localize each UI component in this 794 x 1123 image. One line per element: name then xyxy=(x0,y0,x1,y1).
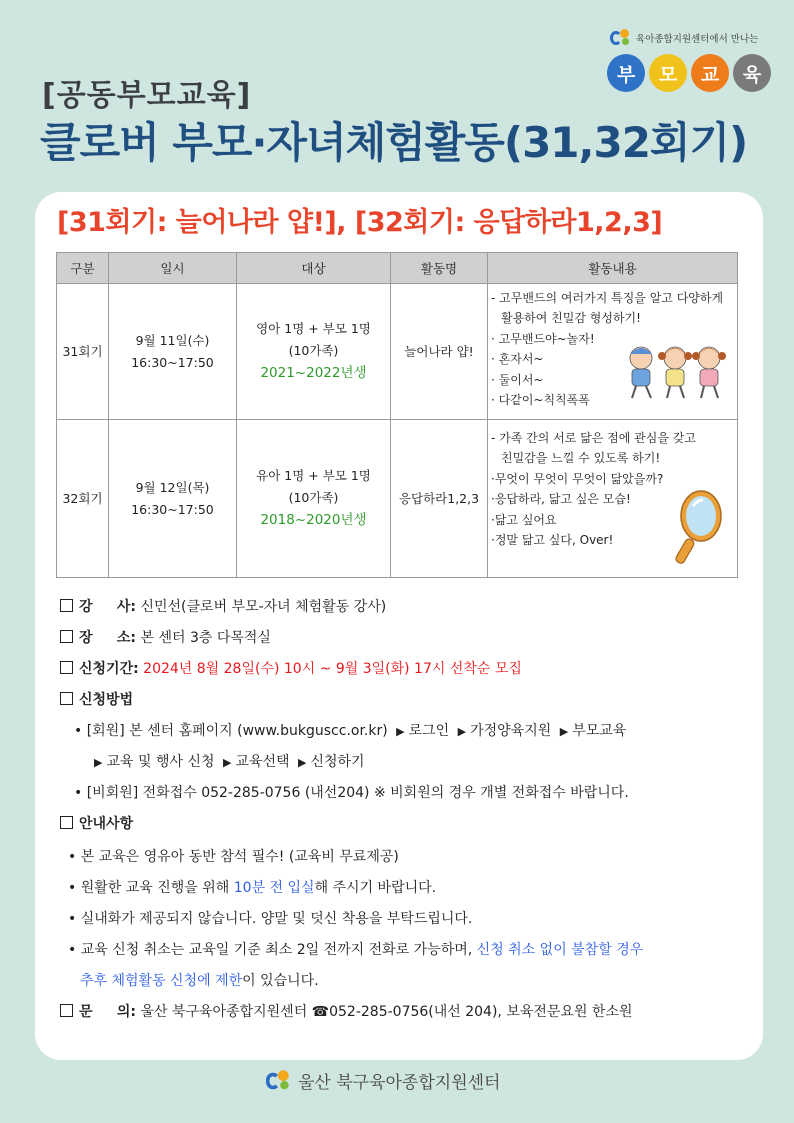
contact-value: 울산 북구육아종합지원센터 ☎052-285-0756(내선 204), 보육전문요원 한소원 xyxy=(140,1004,633,1020)
instructor-label: 강 사: xyxy=(79,599,137,615)
checkbox-icon xyxy=(60,692,73,705)
member-method-steps xyxy=(90,751,365,771)
period-row xyxy=(60,658,522,678)
checkbox-icon xyxy=(60,816,73,829)
place-label: 장 소: xyxy=(79,630,137,646)
contact-label: 문 의: xyxy=(79,1004,137,1020)
page-title: 클로버 부모·자녀체험활동(31,32회기) xyxy=(40,118,748,167)
period-value: 2024년 8월 28일(수) 10시 ~ 9월 3일(화) 17시 선착순 모집 xyxy=(143,661,522,677)
arrow-right-icon: ▶ xyxy=(457,725,467,738)
content-line: 친밀감을 느낄 수 있도록 하기! xyxy=(501,451,661,466)
place-row xyxy=(60,627,271,647)
col-header: 활동내용 xyxy=(488,253,738,284)
arrow-right-icon: ▶ xyxy=(222,756,232,769)
content-line: ·정말 닮고 싶다, Over! xyxy=(491,532,614,547)
content-line: 활용하여 친밀감 형성하기! xyxy=(501,311,641,326)
badge-gyo: 교 xyxy=(691,54,729,92)
notice-text: 해 주시기 바랍니다. xyxy=(314,880,437,896)
table-header-row xyxy=(57,253,738,284)
content-line: · 고무밴드야~놀자! xyxy=(491,331,595,346)
content-line: - 고무밴드의 여러가지 특징을 알고 다양하게 xyxy=(491,291,724,305)
target: 영아 1명 + 부모 1명 xyxy=(256,320,371,336)
content-line: ·응답하라, 닮고 싶은 모습! xyxy=(491,492,631,507)
page-subtitle: [공동부모교육] xyxy=(42,78,252,113)
contact-row xyxy=(60,1001,633,1021)
checkbox-icon xyxy=(60,1004,73,1017)
nonmember-method: • [비회원] 전화접수 052-285-0756 (내선204) ※ 비회원의 경우 개별 전화접수 바랍니다. xyxy=(74,785,629,801)
notice-highlight: 신청 취소 없이 불참할 경우 xyxy=(476,942,644,958)
date: 9월 11일(수) xyxy=(135,332,210,348)
children-illustration xyxy=(621,340,729,402)
activity-cell: 늘어나라 얍! xyxy=(391,284,488,420)
notice-text: 이 있습니다. xyxy=(242,973,319,989)
step: 교육선택 xyxy=(235,754,290,770)
notice-item-cont xyxy=(80,970,319,990)
arrow-right-icon: ▶ xyxy=(396,725,405,738)
period-label: 신청기간: xyxy=(79,661,139,677)
badge-bu: 부 xyxy=(607,54,645,92)
col-header: 구분 xyxy=(57,253,109,284)
session-cell: 31회기 xyxy=(57,284,109,420)
center-tagline: 육아종합지원센터에서 만나는 xyxy=(636,34,759,45)
col-header: 대상 xyxy=(237,253,391,284)
session-headline: [31회기: 늘어나라 얍!], [32회기: 응답하라1,2,3] xyxy=(57,207,663,238)
datetime-cell xyxy=(109,284,237,420)
step: 교육 및 행사 신청 xyxy=(106,754,215,770)
content-line: ·닮고 싶어요 xyxy=(491,512,557,527)
center-logo-icon xyxy=(610,28,632,48)
center-logo xyxy=(610,26,780,50)
birth-years: 2021~2022년생 xyxy=(260,364,367,381)
step: 부모교육 xyxy=(572,723,627,739)
content-line: · 다같이~칙칙폭폭 xyxy=(491,392,590,407)
checkbox-icon xyxy=(60,599,73,612)
notice-item xyxy=(68,939,643,959)
contents-cell xyxy=(488,284,738,420)
notice-highlight: 10분 전 입실 xyxy=(233,880,315,896)
member-method-line xyxy=(74,720,626,740)
mirror-illustration xyxy=(671,488,723,568)
step: 로그인 xyxy=(408,723,450,739)
notice-item xyxy=(68,877,436,897)
place-value: 본 센터 3층 다목적실 xyxy=(140,630,271,646)
instructor-value: 신민선(클로버 부모-자녀 체험활동 강사) xyxy=(140,599,387,615)
target: 유아 1명 + 부모 1명 xyxy=(256,467,371,483)
instructor-row xyxy=(60,596,386,616)
families: (10가족) xyxy=(288,342,339,358)
step: 신청하기 xyxy=(310,754,365,770)
method-row xyxy=(60,689,133,709)
checkbox-icon xyxy=(60,630,73,643)
footer-center-name: 울산 북구육아종합지원센터 xyxy=(298,1073,501,1093)
session-cell: 32회기 xyxy=(57,420,109,578)
step: 가정양육지원 xyxy=(470,723,552,739)
notice-label: 안내사항 xyxy=(79,816,134,832)
table-row xyxy=(57,420,738,578)
notice-highlight: 추후 체험활동 신청에 제한 xyxy=(80,973,243,989)
badge-mo: 모 xyxy=(649,54,687,92)
content-line: · 혼자서~ xyxy=(491,352,544,367)
arrow-right-icon: ▶ xyxy=(559,725,569,738)
program-badges xyxy=(607,54,771,92)
col-header: 일시 xyxy=(109,253,237,284)
birth-years: 2018~2020년생 xyxy=(260,511,367,528)
families: (10가족) xyxy=(288,489,339,505)
program-table xyxy=(56,252,738,578)
center-logo-icon xyxy=(266,1069,292,1093)
member-method: • [회원] 본 센터 홈페이지 (www.bukguscc.or.kr) xyxy=(74,723,388,739)
datetime-cell xyxy=(109,420,237,578)
content-line: - 가족 간의 서로 닮은 점에 관심을 갖고 xyxy=(491,431,696,445)
notice-item: • 본 교육은 영유아 동반 참석 필수! (교육비 무료제공) xyxy=(68,849,399,865)
time: 16:30~17:50 xyxy=(131,501,214,517)
footer-logo xyxy=(268,1068,500,1093)
content-line: ·무엇이 무엇이 무엇이 닮았을까? xyxy=(491,471,664,486)
notice-text: • 교육 신청 취소는 교육일 기준 최소 2일 전까지 전화로 가능하며, xyxy=(68,942,477,958)
arrow-right-icon: ▶ xyxy=(94,756,103,769)
contents-cell xyxy=(488,420,738,578)
time: 16:30~17:50 xyxy=(131,354,214,370)
content-line: · 둘이서~ xyxy=(491,372,544,387)
date: 9월 12일(목) xyxy=(135,479,210,495)
badge-yuk: 육 xyxy=(733,54,771,92)
col-header: 활동명 xyxy=(391,253,488,284)
notice-row xyxy=(60,813,133,833)
checkbox-icon xyxy=(60,661,73,674)
notice-item: • 실내화가 제공되지 않습니다. 양말 및 덧신 착용을 부탁드립니다. xyxy=(68,911,473,927)
activity-cell: 응답하라1,2,3 xyxy=(391,420,488,578)
target-cell xyxy=(237,420,391,578)
notice-text: • 원활한 교육 진행을 위해 xyxy=(68,880,234,896)
table-row xyxy=(57,284,738,420)
target-cell xyxy=(237,284,391,420)
arrow-right-icon: ▶ xyxy=(297,756,307,769)
method-label: 신청방법 xyxy=(79,692,134,708)
